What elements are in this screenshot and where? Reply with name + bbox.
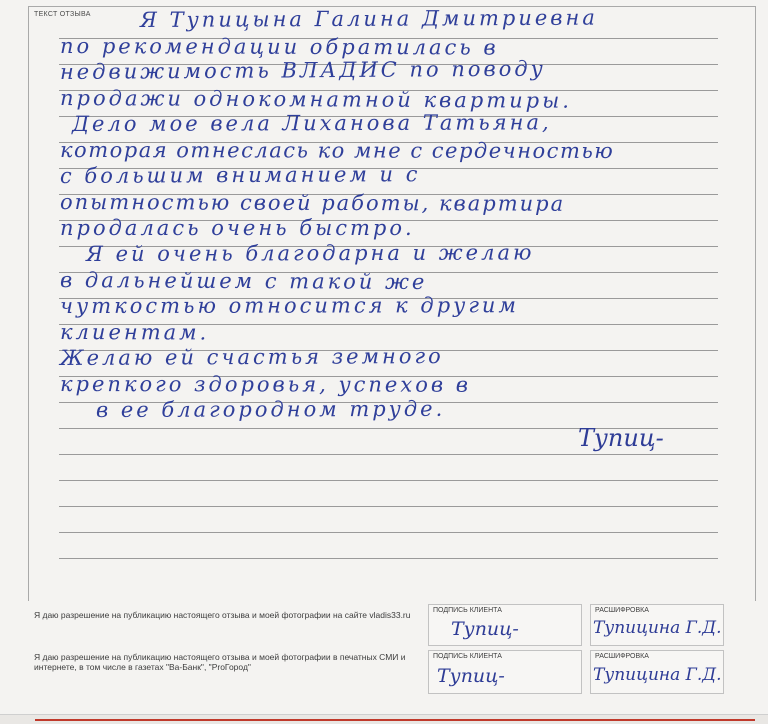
decryption-box-website xyxy=(590,604,724,646)
handwritten-line-9: продалась очень быстро. xyxy=(60,216,415,240)
signature-box-press xyxy=(428,650,582,694)
handwritten-line-15: крепкого здоровья, успехов в xyxy=(60,372,472,397)
closing-signature: Тупиц- xyxy=(578,424,664,452)
handwritten-line-4: продажи однокомнатной квартиры. xyxy=(60,86,572,113)
ruled-line xyxy=(59,532,718,533)
signature-label: ПОДПИСЬ КЛИЕНТА xyxy=(433,607,502,614)
ruled-line xyxy=(59,558,718,559)
ruled-line xyxy=(59,480,718,481)
handwritten-line-14: Желаю ей счастья земного xyxy=(59,343,444,370)
handwritten-line-13: клиентам. xyxy=(60,320,210,345)
ruled-line xyxy=(59,454,718,455)
handwritten-line-8: опытностью своей работы, квартира xyxy=(60,190,566,216)
signature-box-website xyxy=(428,604,582,646)
handwritten-line-3: недвижимость ВЛАДИС по поводу xyxy=(59,56,546,84)
signature-label: ПОДПИСЬ КЛИЕНТА xyxy=(433,653,502,660)
handwritten-line-2: по рекомендации обратилась в xyxy=(60,34,499,60)
decryption-value: Тупицина Г.Д. xyxy=(593,665,722,685)
handwritten-line-6: которая отнеслась ко мне с сердечностью xyxy=(60,138,615,163)
handwritten-line-12: чуткостью относится к другим xyxy=(59,293,519,318)
consent-text-press: Я даю разрешение на публикацию настоящего отзыва и моей фотографии в печатных СМИ и интернете, в том числе в газетах "Ва-Банк", "ProГород" xyxy=(34,652,406,672)
ruled-line xyxy=(59,506,718,507)
handwritten-line-1: Я Тупицына Галина Дмитриевна xyxy=(139,5,598,32)
section-label: ТЕКСТ ОТЗЫВА xyxy=(34,11,91,18)
handwritten-line-16: в ее благородном труде. xyxy=(95,396,446,422)
signature-value: Тупиц- xyxy=(451,618,519,640)
handwritten-line-7: с большим вниманием и с xyxy=(59,162,421,188)
decryption-label: РАСШИФРОВКА xyxy=(595,607,649,614)
decryption-box-press xyxy=(590,650,724,694)
decryption-value: Тупицина Г.Д. xyxy=(593,618,722,638)
handwritten-line-10: Я ей очень благодарна и желаю xyxy=(85,240,535,266)
consent-text-website: Я даю разрешение на публикацию настоящего отзыва и моей фотографии на сайте vladis33.ru xyxy=(34,610,411,620)
handwritten-line-11: в дальнейшем с такой же xyxy=(60,268,428,294)
handwritten-line-5: Дело мое вела Лиханова Татьяна, xyxy=(71,110,552,136)
accent-line xyxy=(35,719,755,721)
signature-value: Тупиц- xyxy=(437,665,505,687)
decryption-label: РАСШИФРОВКА xyxy=(595,653,649,660)
